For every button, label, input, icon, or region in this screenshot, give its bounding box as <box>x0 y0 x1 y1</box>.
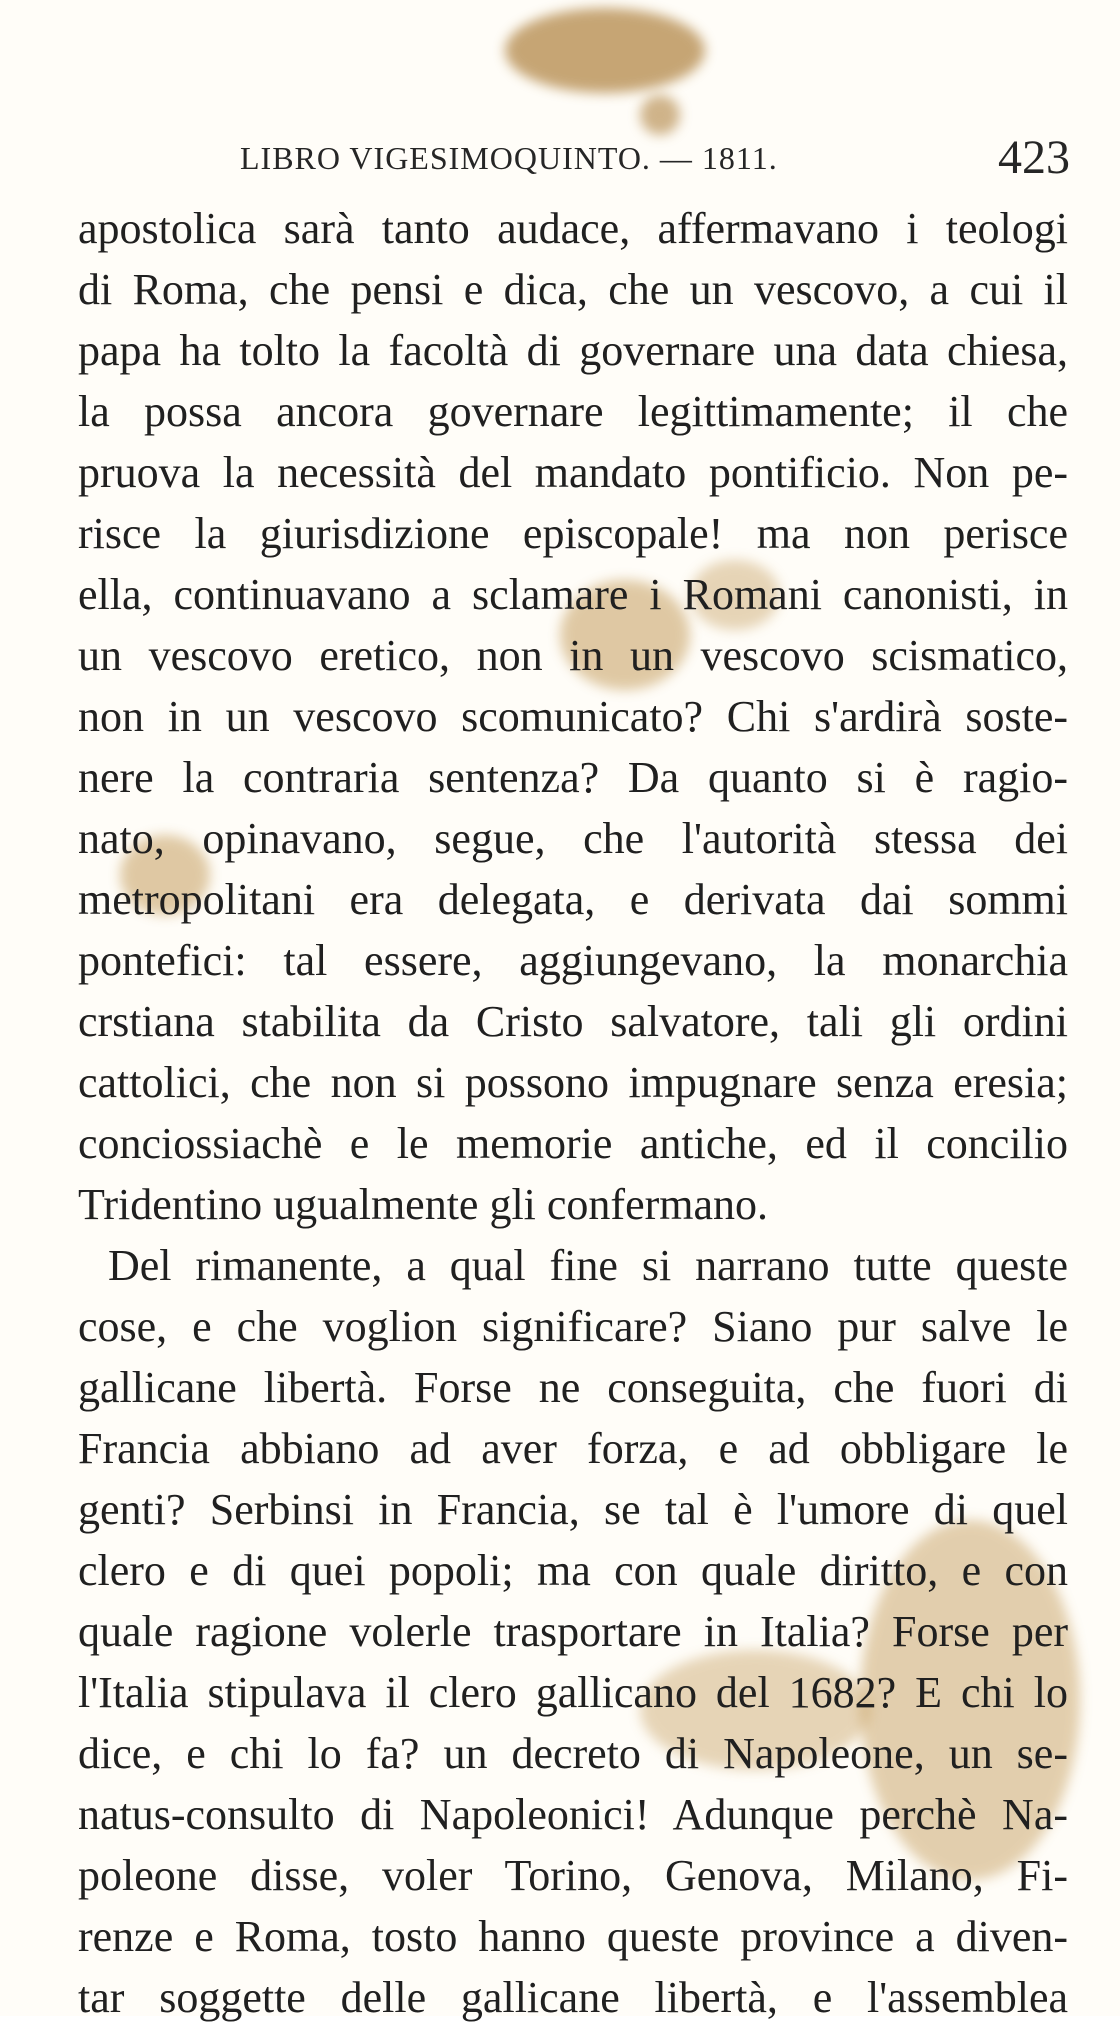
text-line: metropolitani era delegata, e derivata dai sommi <box>78 875 1068 924</box>
text-line: la possa ancora governare legittimamente; il che <box>78 387 1068 436</box>
text-line: conciossiachè e le memorie antiche, ed il concilio <box>78 1119 1068 1168</box>
text-line: nere la contraria sentenza? Da quanto si è ragio- <box>78 753 1068 802</box>
text-line: un vescovo eretico, non in un vescovo scismatico, <box>78 631 1068 680</box>
text-line: nato, opinavano, segue, che l'autorità stessa dei <box>78 814 1068 863</box>
text-line: l'Italia stipulava il clero gallicano del 1682? E chi lo <box>78 1668 1068 1717</box>
text-line: cattolici, che non si possono impugnare senza eresia; <box>78 1058 1068 1107</box>
text-line: natus-consulto di Napoleonici! Adunque perchè Na- <box>78 1790 1068 1839</box>
text-line: clero e di quei popoli; ma con quale diritto, e con <box>78 1546 1068 1595</box>
stain-top <box>505 8 705 93</box>
text-line: di Roma, che pensi e dica, che un vescovo, a cui il <box>78 265 1068 314</box>
stain-top-small <box>640 95 680 135</box>
text-line: cose, e che voglion significare? Siano pur salve le <box>78 1302 1068 1351</box>
text-line: ella, continuavano a sclamare i Romani canonisti, in <box>78 570 1068 619</box>
text-line: non in un vescovo scomunicato? Chi s'ardirà soste- <box>78 692 1068 741</box>
text-line: apostolica sarà tanto audace, affermavano i teologi <box>78 204 1068 253</box>
text-line: gallicane libertà. Forse ne conseguita, che fuori di <box>78 1363 1068 1412</box>
page-number: 423 <box>998 131 1070 184</box>
text-line: poleone disse, voler Torino, Genova, Milano, Fi- <box>78 1851 1068 1900</box>
text-line: renze e Roma, tosto hanno queste province a diven- <box>78 1912 1068 1961</box>
text-line: papa ha tolto la facoltà di governare una data chiesa, <box>78 326 1068 375</box>
text-line: dice, e chi lo fa? un decreto di Napoleone, un se- <box>78 1729 1068 1778</box>
text-line: tar soggette delle gallicane libertà, e l'assemblea <box>78 1973 1068 2022</box>
text-line-paragraph-start: Del rimanente, a qual fine si narrano tutte queste <box>108 1241 1068 1290</box>
text-line: quale ragione volerle trasportare in Italia? Forse per <box>78 1607 1068 1656</box>
body-text <box>78 198 1068 2028</box>
text-line: risce la giurisdizione episcopale! ma non perisce <box>78 509 1068 558</box>
running-title: LIBRO VIGESIMOQUINTO. — 1811. <box>240 140 778 176</box>
text-line: pontefici: tal essere, aggiungevano, la monarchia <box>78 936 1068 985</box>
text-line-paragraph-end: Tridentino ugualmente gli confermano. <box>78 1180 769 1229</box>
text-line: Francia abbiano ad aver forza, e ad obbligare le <box>78 1424 1068 1473</box>
text-line: crstiana stabilita da Cristo salvatore, tali gli ordini <box>78 997 1068 1046</box>
page-header <box>0 130 1120 190</box>
text-line: pruova la necessità del mandato pontificio. Non pe- <box>78 448 1068 497</box>
text-line: genti? Serbinsi in Francia, se tal è l'umore di quel <box>78 1485 1068 1534</box>
